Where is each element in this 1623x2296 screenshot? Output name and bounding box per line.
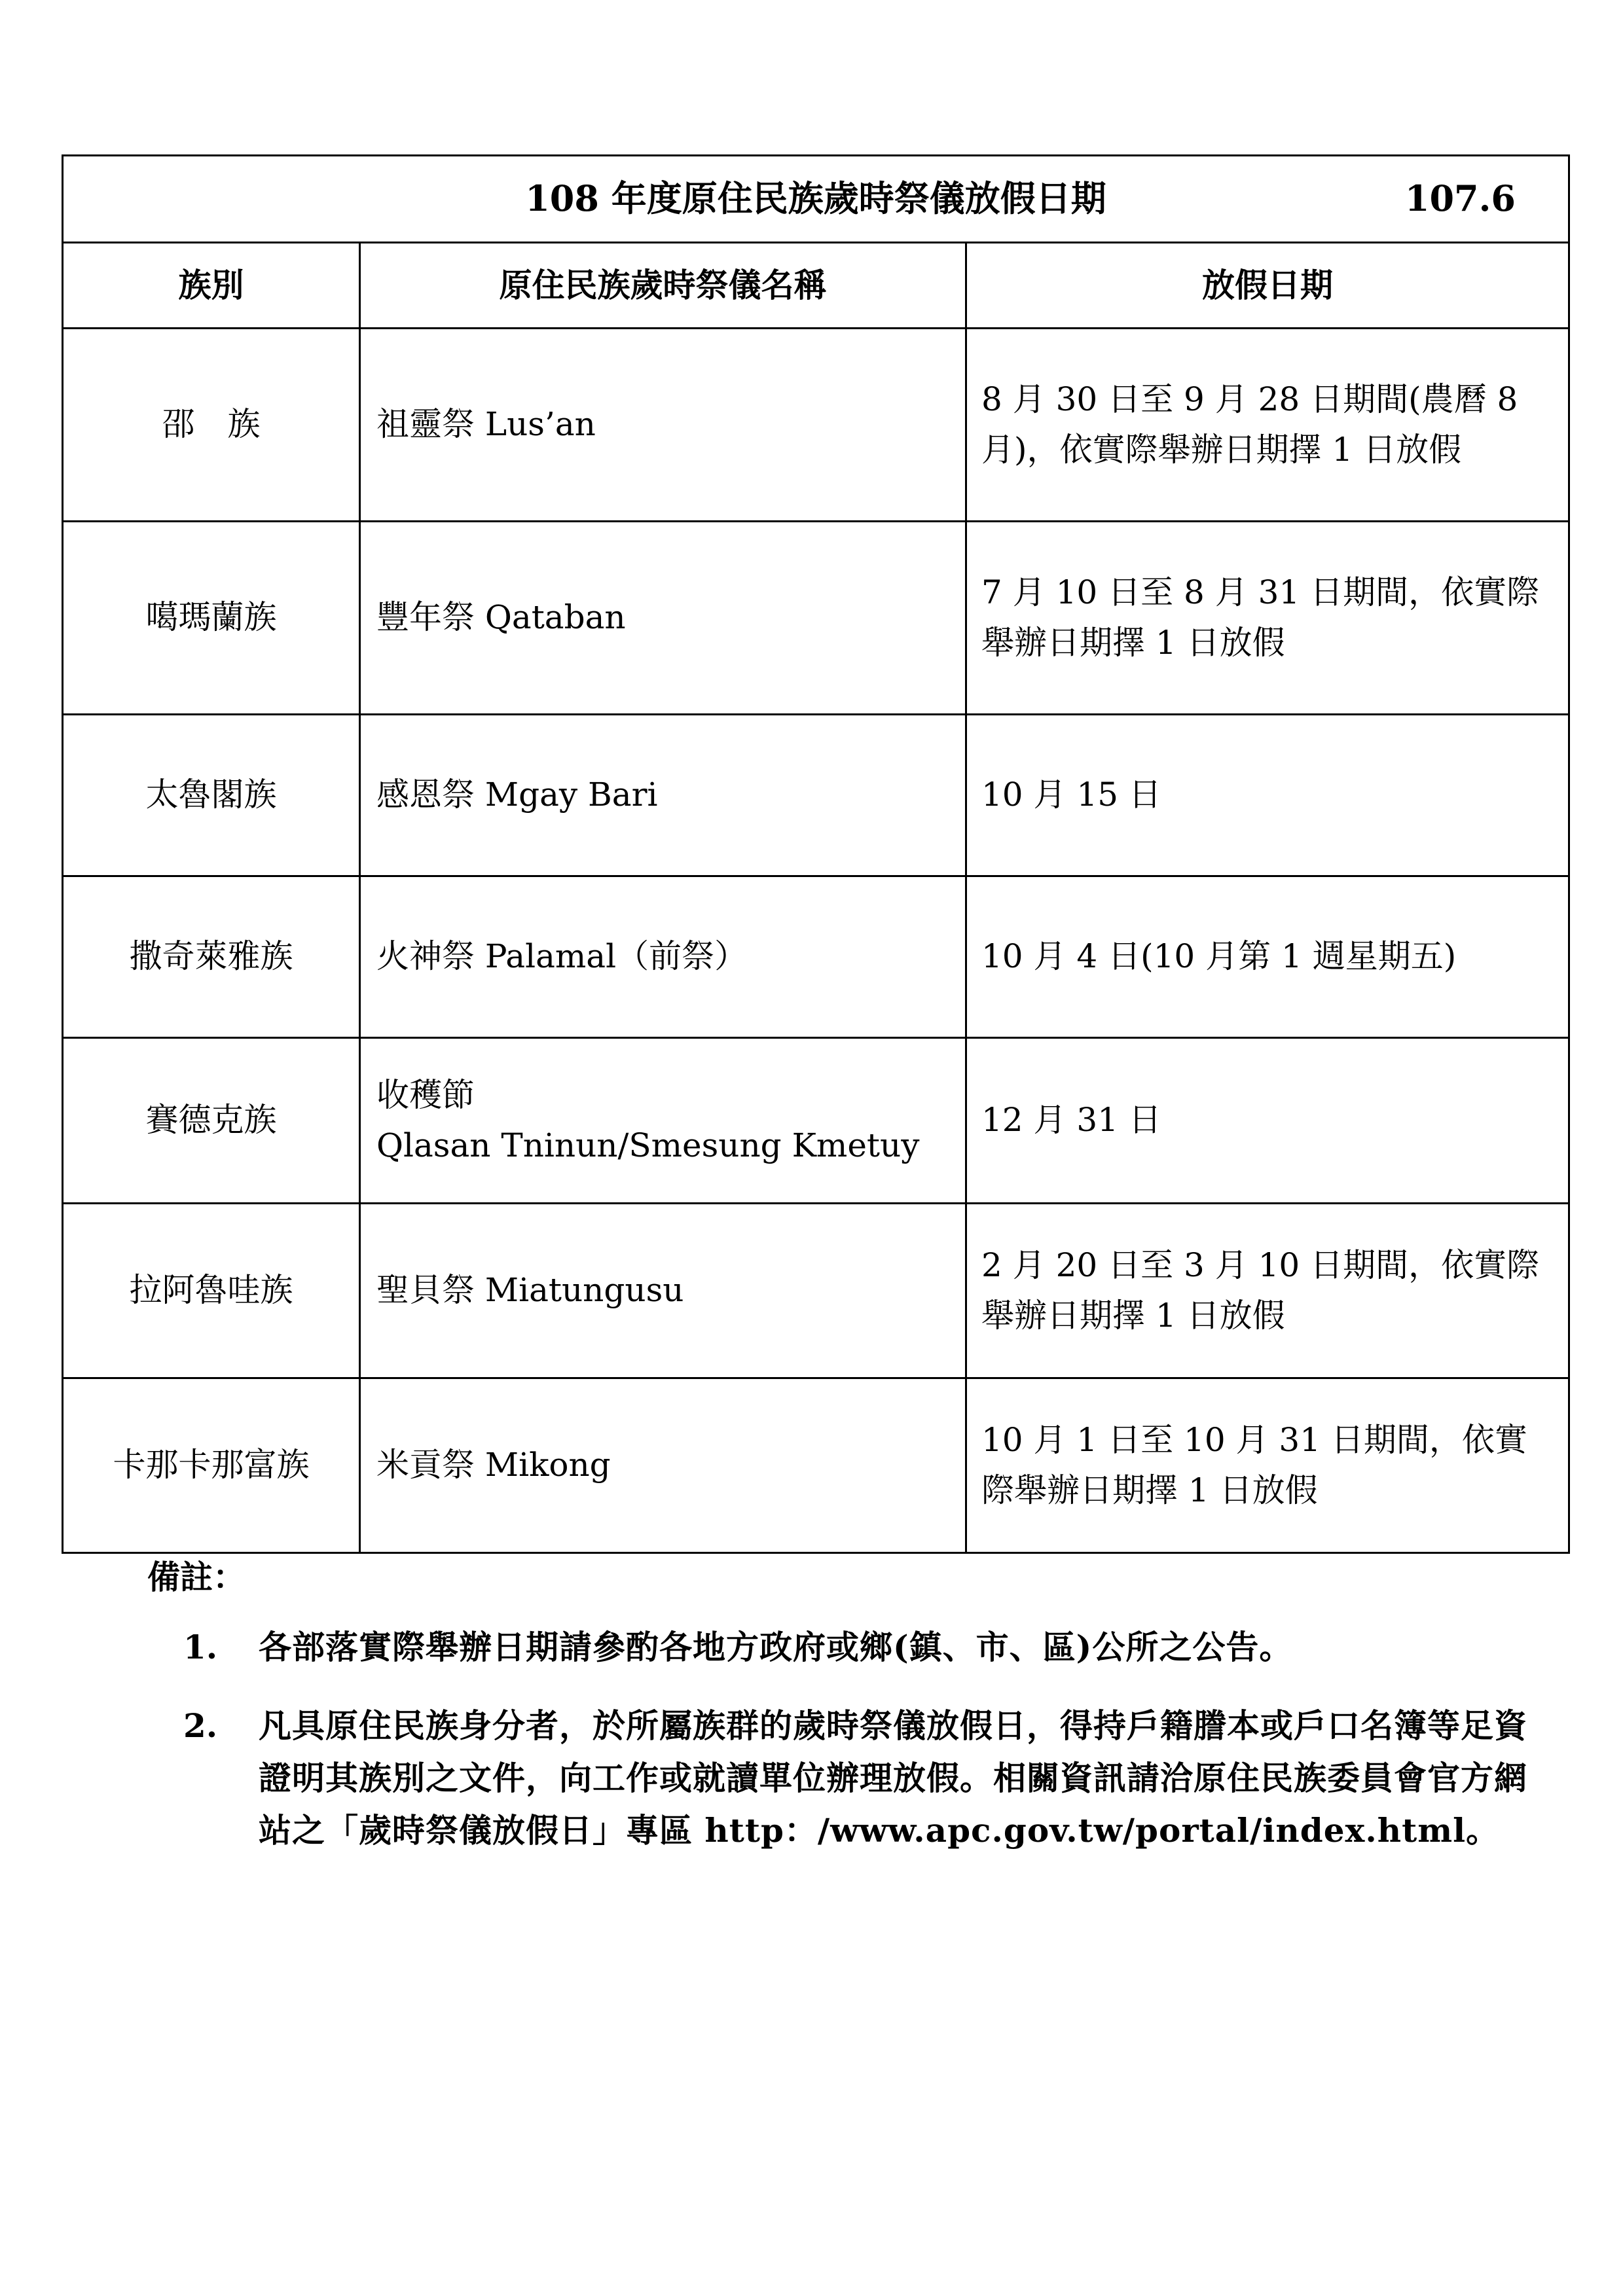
remark-number: 2. — [183, 1706, 218, 1745]
ceremony-cell — [360, 329, 966, 522]
table-row — [63, 1204, 1569, 1378]
remark-number: 1. — [183, 1628, 218, 1666]
title-row — [63, 156, 1569, 243]
date-cell: 12 月 31 日 — [966, 1038, 1569, 1204]
remark-text: 凡具原住民族身分者，於所屬族群的歲時祭儀放假日，得持戶籍謄本或戶口名簿等足資證明其族別之文件，向工作或就讀單位辦理放假。相關資訊請洽原住民族委員會官方網站之「歲時祭儀放假日」專區 http：/www.apc.gov.tw/portal/index.html。 — [259, 1706, 1527, 1850]
date-cell: 8 月 30 日至 9 月 28 日期間(農曆 8 月)，依實際舉辦日期擇 1 日放假 — [966, 329, 1569, 522]
remark-text: 各部落實際舉辦日期請參酌各地方政府或鄉(鎮、市、區)公所之公告。 — [259, 1628, 1293, 1666]
ceremony-name: 祖靈祭 Lus’an — [376, 405, 596, 444]
table-row — [63, 522, 1569, 715]
header-ceremony: 原住民族歲時祭儀名稱 — [360, 243, 966, 329]
document-version: 107.6 — [1404, 177, 1516, 220]
tribe-cell: 太魯閣族 — [63, 715, 360, 876]
ceremony-name: 聖貝祭 Miatungusu — [376, 1271, 684, 1310]
remarks-title: 備註： — [147, 1558, 246, 1596]
date-cell: 10 月 15 日 — [966, 715, 1569, 876]
date-cell: 10 月 4 日(10 月第 1 週星期五) — [966, 876, 1569, 1038]
header-row — [63, 243, 1569, 329]
ceremony-cell — [360, 715, 966, 876]
ceremony-name: 火神祭 Palamal（前祭） — [376, 937, 748, 976]
header-date: 放假日期 — [966, 243, 1569, 329]
header-tribe: 族別 — [63, 243, 360, 329]
ceremony-name: 收穫節 — [376, 1075, 475, 1114]
document-title: 108 年度原住民族歲時祭儀放假日期 — [525, 177, 1106, 220]
table-row — [63, 329, 1569, 522]
title-cell — [63, 156, 1569, 243]
date-cell: 10 月 1 日至 10 月 31 日期間，依實際舉辦日期擇 1 日放假 — [966, 1378, 1569, 1553]
ceremony-name: 米貢祭 Mikong — [376, 1446, 611, 1484]
table-row — [63, 876, 1569, 1038]
ceremony-cell — [360, 876, 966, 1038]
remark-item — [183, 1621, 1548, 1674]
tribe-cell: 噶瑪蘭族 — [63, 522, 360, 715]
table-row — [63, 1378, 1569, 1553]
ceremony-name: 感恩祭 Mgay Bari — [376, 776, 658, 814]
tribe-cell: 卡那卡那富族 — [63, 1378, 360, 1553]
tribe-cell: 賽德克族 — [63, 1038, 360, 1204]
tribe-cell: 邵 族 — [63, 329, 360, 522]
ceremony-cell — [360, 1378, 966, 1553]
holiday-table — [62, 154, 1570, 1554]
ceremony-cell — [360, 1204, 966, 1378]
tribe-cell: 拉阿魯哇族 — [63, 1204, 360, 1378]
ceremony-name: 豐年祭 Qataban — [376, 598, 626, 637]
remark-item — [183, 1700, 1548, 1857]
table-row — [63, 715, 1569, 876]
remarks-section — [147, 1558, 1548, 1883]
ceremony-cell — [360, 522, 966, 715]
tribe-cell: 撒奇萊雅族 — [63, 876, 360, 1038]
date-cell: 7 月 10 日至 8 月 31 日期間，依實際舉辦日期擇 1 日放假 — [966, 522, 1569, 715]
date-cell: 2 月 20 日至 3 月 10 日期間，依實際舉辦日期擇 1 日放假 — [966, 1204, 1569, 1378]
table-row — [63, 1038, 1569, 1204]
ceremony-cell — [360, 1038, 966, 1204]
ceremony-name-latin: Qlasan Tninun/Smesung Kmetuy — [376, 1126, 920, 1164]
